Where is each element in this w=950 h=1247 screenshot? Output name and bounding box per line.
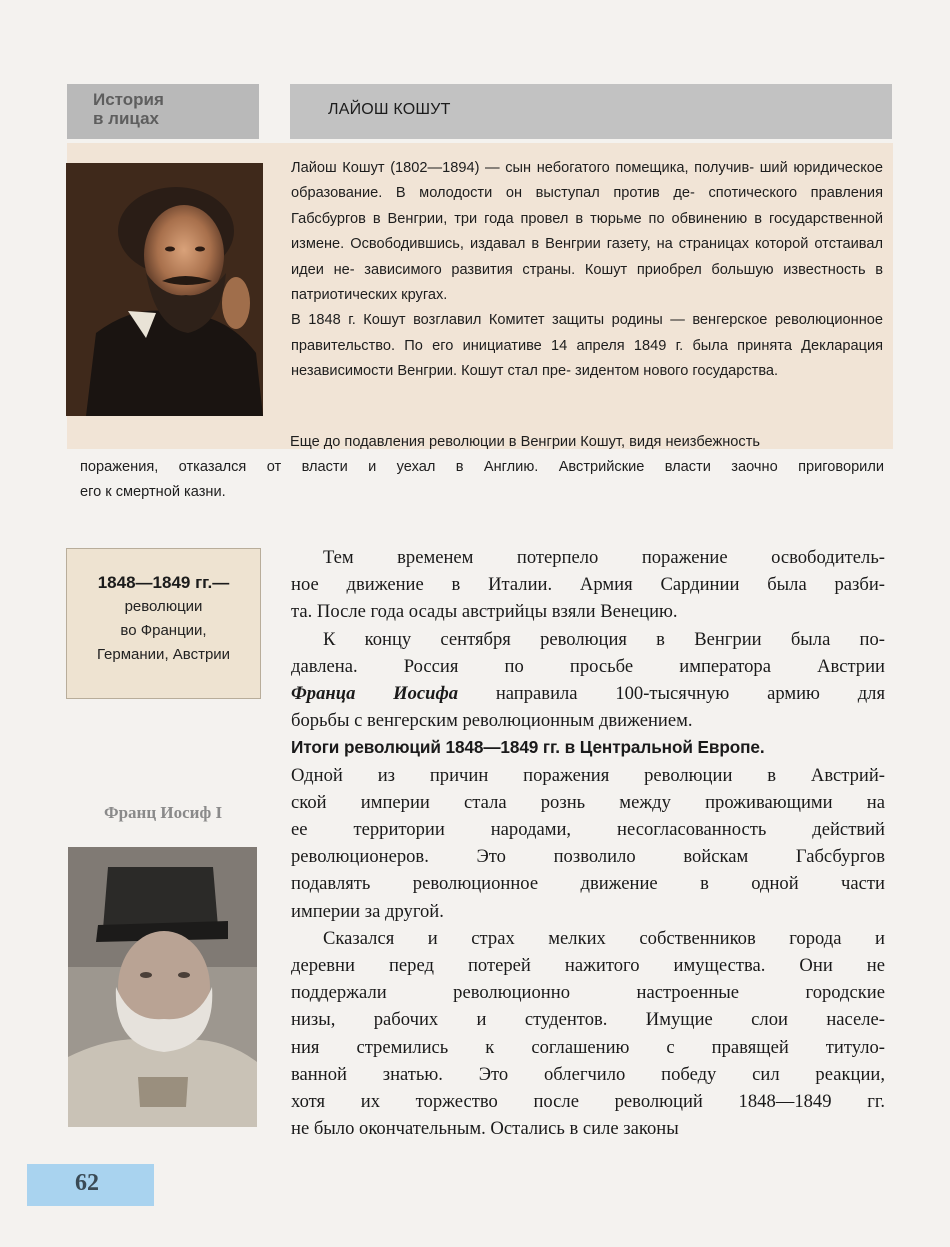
main-line: низы, рабочих и студентов. Имущие слои населе- bbox=[291, 1009, 885, 1031]
page-number: 62 bbox=[27, 1164, 154, 1206]
bio-paragraph-1 bbox=[291, 156, 883, 308]
main-line: К концу сентября революция в Венгрии была по- bbox=[323, 628, 885, 650]
franz-joseph-portrait bbox=[68, 847, 257, 1127]
date-box-dates: 1848—1849 гг.— bbox=[97, 573, 230, 592]
main-line: не было окончательным. Остались в силе законы bbox=[291, 1118, 679, 1140]
section-tag-line2: в лицах bbox=[93, 109, 159, 128]
main-line: ской империи стала рознь между проживающими на bbox=[291, 791, 885, 813]
bio-p1-line: спотического правления Габсбургов в Венгрии, три года провел bbox=[291, 185, 883, 227]
main-line: ванной знатью. Это облегчило победу сил реакции, bbox=[291, 1063, 885, 1085]
franz-joseph-caption: Франц Иосиф I bbox=[104, 803, 223, 822]
main-line-rest: направила 100-тысячную армию для bbox=[495, 683, 885, 705]
main-line: ное движение в Италии. Армия Сардинии была разби- bbox=[291, 574, 885, 596]
bio-p1-line: зависимого развития страны. Кошут приобрел большую известность bbox=[364, 261, 866, 278]
bio-p1-line: ший юридическое образование. В молодости он выступал против де- bbox=[291, 160, 884, 202]
bio-paragraph-3-rest bbox=[80, 455, 884, 505]
bio-paragraph-2 bbox=[291, 308, 883, 384]
main-line: давлена. Россия по просьбе императора Австрии bbox=[291, 655, 885, 677]
bio-p1-line: издавал в Венгрии газету, на страницах которой отстаивал идеи не- bbox=[291, 236, 883, 278]
section-tag bbox=[67, 84, 259, 139]
main-line-with-name bbox=[291, 680, 885, 707]
bio-p1-line: в тюрьме по обвинению в государственной измене. Освободившись, bbox=[291, 210, 883, 253]
bio-p2-line: революционное правительство. По его инициативе 14 апреля 1849 г. bbox=[291, 312, 883, 354]
main-line: подавлять революционное движение в одной части bbox=[291, 873, 885, 895]
main-text bbox=[291, 544, 885, 1142]
main-line: поддержали революционно настроенные городские bbox=[291, 982, 885, 1004]
date-sidebar-box bbox=[66, 548, 261, 699]
main-line: империи за другой. bbox=[291, 900, 444, 922]
bio-p3-line: его к смертной казни. bbox=[80, 484, 226, 500]
bio-p1-line: в патриотических кругах. bbox=[291, 261, 883, 304]
franz-joseph-portrait-image bbox=[68, 847, 257, 1127]
main-line: борьбы с венгерским революционным движением. bbox=[291, 710, 693, 732]
biography-text bbox=[291, 156, 883, 385]
main-line: ее территории народами, несогласованность действий bbox=[291, 819, 885, 841]
biography-title: ЛАЙОШ КОШУТ bbox=[290, 84, 892, 139]
bio-p1-line: Лайош Кошут (1802—1894) — сын небогатого помещика, получив- bbox=[291, 160, 755, 176]
main-line: деревни перед потерей нажитого имущества. Они не bbox=[291, 955, 885, 977]
bio-p2-line: В 1848 г. Кошут возглавил Комитет защиты родины — венгерское bbox=[291, 312, 768, 329]
bio-p2-line: зидентом нового государства. bbox=[575, 363, 779, 380]
section-heading: Итоги революций 1848—1849 гг. в Центральной Европе. bbox=[291, 737, 765, 758]
date-box-line: во Франции, bbox=[120, 622, 207, 639]
date-box-line: Германии, Австрии bbox=[96, 646, 231, 663]
bio-p2-line: была принята Декларация независимости Венгрии. Кошут стал пре- bbox=[291, 337, 883, 380]
bio-p3-line: поражения, отказался от власти и уехал в Англию. Австрийские власти заочно приговорили bbox=[80, 459, 884, 475]
kossuth-portrait-image bbox=[66, 163, 263, 416]
franz-joseph-name: Франца Иосифа bbox=[291, 683, 459, 705]
main-line: Одной из причин поражения революции в Австрий- bbox=[291, 764, 885, 786]
date-box-line: революции bbox=[124, 598, 203, 615]
main-line: хотя их торжество после революций 1848—1849 гг. bbox=[291, 1091, 885, 1113]
bio-paragraph-3-start: Еще до подавления революции в Венгрии Кошут, видя неизбежность bbox=[290, 434, 760, 450]
main-line: Сказался и страх мелких собственников города и bbox=[323, 927, 885, 949]
main-line: та. После года осады австрийцы взяли Венецию. bbox=[291, 601, 678, 623]
main-line: Тем временем потерпело поражение освободитель- bbox=[323, 547, 885, 568]
kossuth-portrait bbox=[66, 163, 263, 416]
main-line: революционеров. Это позволило войскам Габсбургов bbox=[291, 846, 885, 868]
main-line: ния стремились к соглашению с правящей титуло- bbox=[291, 1036, 885, 1058]
section-tag-line1: История bbox=[93, 90, 164, 109]
